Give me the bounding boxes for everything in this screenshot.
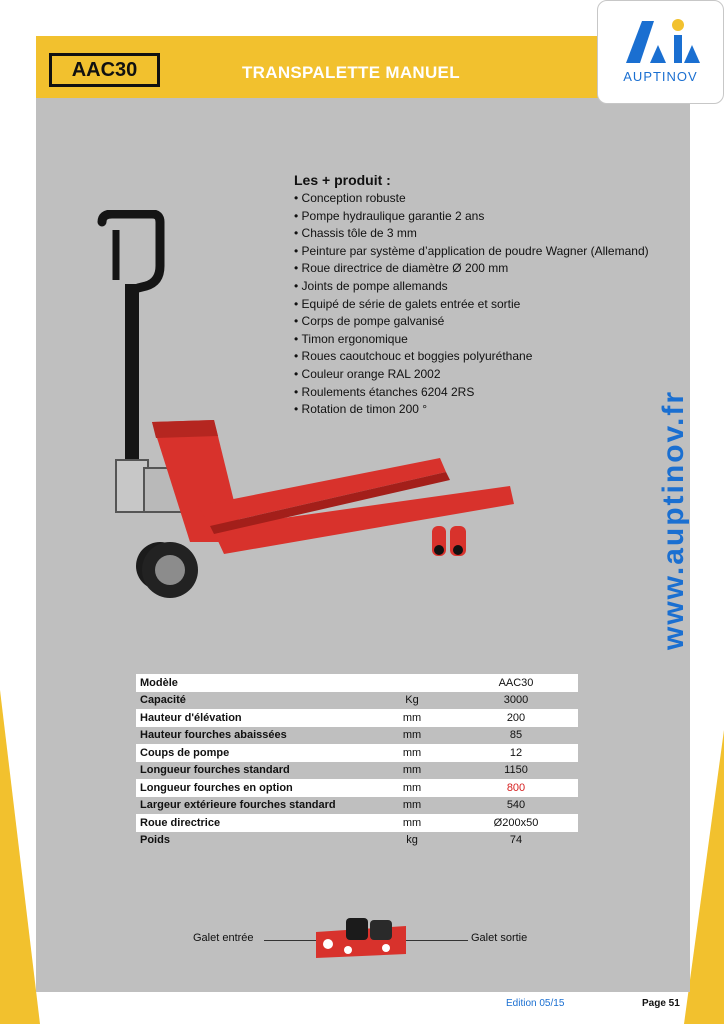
table-row xyxy=(136,744,578,762)
spec-unit: mm xyxy=(402,711,422,724)
feature-item: • Joints de pompe allemands xyxy=(294,278,649,296)
auptinov-logo-icon xyxy=(620,15,704,67)
auptinov-logo[interactable] xyxy=(597,0,724,104)
table-row xyxy=(136,797,578,815)
feature-item: • Corps de pompe galvanisé xyxy=(294,313,649,331)
spec-name: Capacité xyxy=(140,694,186,707)
galet-sortie-label: Galet sortie xyxy=(471,932,528,944)
spec-value: 800 xyxy=(506,781,526,794)
feature-item: • Rotation de timon 200 ° xyxy=(294,401,649,419)
page-title: TRANSPALETTE MANUEL xyxy=(242,63,460,82)
table-row xyxy=(136,709,578,727)
table-row xyxy=(136,762,578,780)
spec-unit: mm xyxy=(402,799,422,812)
spec-value: AAC30 xyxy=(498,676,534,689)
table-row xyxy=(136,692,578,710)
table-row xyxy=(136,814,578,832)
decorative-corner-right xyxy=(684,730,724,1024)
spec-value: 3000 xyxy=(503,694,529,707)
feature-item: • Equipé de série de galets entrée et sortie xyxy=(294,296,649,314)
spec-unit: kg xyxy=(406,834,418,847)
feature-item: • Peinture par système d’application de poudre Wagner (Allemand) xyxy=(294,243,649,261)
spec-name: Poids xyxy=(140,834,170,847)
spec-name: Longueur fourches standard xyxy=(140,764,290,777)
feature-item: • Conception robuste xyxy=(294,190,649,208)
roller-diagram xyxy=(312,914,410,964)
spec-name: Coups de pompe xyxy=(140,746,230,759)
spec-value: 74 xyxy=(509,834,523,847)
spec-name: Hauteur d'élévation xyxy=(140,711,242,724)
feature-item: • Roues caoutchouc et boggies polyuréthane xyxy=(294,348,649,366)
galet-entree-label: Galet entrée xyxy=(193,932,254,944)
spec-unit: mm xyxy=(402,764,422,777)
spec-unit: mm xyxy=(402,816,422,829)
spec-value: 1150 xyxy=(504,764,528,777)
spec-unit: Kg xyxy=(405,694,419,707)
spec-unit: mm xyxy=(402,781,422,794)
feature-item: • Couleur orange RAL 2002 xyxy=(294,366,649,384)
spec-value: Ø200x50 xyxy=(493,816,539,829)
spec-value: 540 xyxy=(506,799,526,812)
spec-value: 85 xyxy=(509,729,523,742)
galet-sortie-line xyxy=(406,940,468,941)
page-number: Page 51 xyxy=(642,998,680,1009)
spec-name: Roue directrice xyxy=(140,816,221,829)
spec-unit: mm xyxy=(402,746,422,759)
pallet-truck-image xyxy=(94,210,518,600)
table-row xyxy=(136,779,578,797)
table-row xyxy=(136,727,578,745)
spec-name: Longueur fourches en option xyxy=(140,781,293,794)
feature-item: • Roue directrice de diamètre Ø 200 mm xyxy=(294,260,649,278)
spec-value: 12 xyxy=(509,746,523,759)
spec-unit xyxy=(370,674,454,692)
spec-value: 200 xyxy=(506,711,526,724)
feature-item: • Timon ergonomique xyxy=(294,331,649,349)
spec-name: Hauteur fourches abaissées xyxy=(140,729,287,742)
features-title: Les + produit : xyxy=(294,172,391,188)
model-code: AAC30 xyxy=(49,53,160,87)
table-row xyxy=(136,674,578,692)
logo-text: AUPTINOV xyxy=(623,69,698,84)
spec-unit: mm xyxy=(402,729,422,742)
table-row xyxy=(136,832,578,850)
feature-item: • Chassis tôle de 3 mm xyxy=(294,225,649,243)
decorative-corner-left xyxy=(0,690,40,1024)
footer-edition: Edition 05/15 xyxy=(506,998,565,1009)
feature-item: • Pompe hydraulique garantie 2 ans xyxy=(294,208,649,226)
spec-name: Modèle xyxy=(140,676,178,689)
spec-name: Largeur extérieure fourches standard xyxy=(140,799,336,812)
feature-item: • Roulements étanches 6204 2RS xyxy=(294,384,649,402)
website-url-text: www.auptinov.fr xyxy=(657,390,690,650)
spec-table xyxy=(136,674,578,849)
